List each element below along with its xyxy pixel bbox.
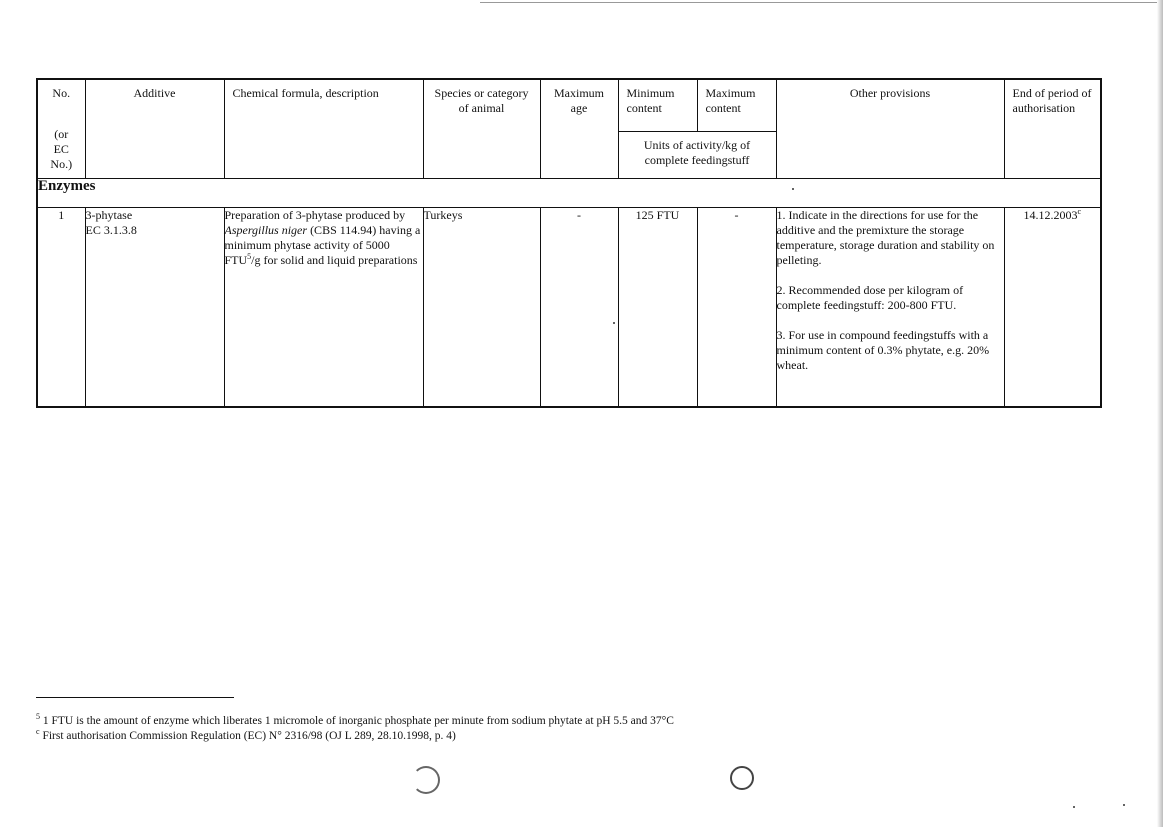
chem-text-1: Preparation of 3-phytase produced by bbox=[224, 208, 406, 222]
row-minimum-content: 125 FTU bbox=[618, 208, 697, 408]
provision-2: 2. Recommended dose per kilogram of complete feedingstuff: 200-800 FTU. bbox=[776, 283, 964, 312]
row-chemical-description bbox=[224, 208, 423, 408]
punch-hole-mark bbox=[730, 766, 754, 790]
additive-ec-number: EC 3.1.3.8 bbox=[85, 223, 137, 237]
end-date: 14.12.2003 bbox=[1023, 208, 1078, 222]
header-units-of-activity: Units of activity/kg of complete feedingstuff bbox=[618, 131, 776, 178]
row-maximum-content: - bbox=[697, 208, 776, 408]
header-no bbox=[37, 79, 85, 179]
scan-speck bbox=[1123, 804, 1125, 806]
row-no: 1 bbox=[37, 208, 85, 408]
header-minimum-content: Minimum content bbox=[618, 79, 697, 131]
scan-speck bbox=[613, 322, 615, 324]
header-ec-no-label: (or EC No.) bbox=[50, 127, 73, 171]
chem-organism-name: Aspergillus niger bbox=[224, 223, 308, 237]
footnote-ref-5: 5 bbox=[247, 252, 252, 261]
header-chemical-formula: Chemical formula, description bbox=[224, 79, 423, 179]
provision-1: 1. Indicate in the directions for use for the additive and the premixture the storage temperature, storage duration and stability on pelleting. bbox=[776, 208, 995, 267]
footnote-c bbox=[36, 729, 674, 744]
footnote-c-mark: c bbox=[36, 727, 40, 737]
header-maximum-age: Maximum age bbox=[540, 79, 618, 179]
scan-edge-shadow bbox=[1157, 0, 1163, 827]
chem-text-3: /g for solid and liquid preparations bbox=[251, 253, 418, 267]
header-additive: Additive bbox=[85, 79, 224, 179]
provision-3: 3. For use in compound feedingstuffs with a minimum content of 0.3% phytate, e.g. 20% wheat. bbox=[776, 328, 990, 372]
row-end-of-period bbox=[1004, 208, 1101, 408]
row-other-provisions bbox=[776, 208, 1004, 408]
section-heading-enzymes: Enzymes bbox=[37, 179, 1101, 208]
header-end-of-period: End of period of authorisation bbox=[1004, 79, 1101, 179]
header-other-provisions: Other provisions bbox=[776, 79, 1004, 179]
punch-hole-mark bbox=[412, 766, 440, 794]
row-maximum-age: - bbox=[540, 208, 618, 408]
footnote-c-text: First authorisation Commission Regulation (EC) N° 2316/98 (OJ L 289, 28.10.1998, p. 4) bbox=[39, 730, 456, 742]
additive-name: 3-phytase bbox=[85, 208, 133, 222]
scan-speck bbox=[792, 188, 794, 190]
footnotes bbox=[36, 714, 674, 744]
row-species: Turkeys bbox=[423, 208, 540, 408]
footnote-5-mark: 5 bbox=[36, 712, 40, 722]
footnote-separator bbox=[36, 697, 234, 698]
additive-authorisation-table bbox=[36, 78, 1102, 408]
scan-speck bbox=[1073, 806, 1075, 808]
chem-text-2: (CBS 114.94) having a minimum phytase activity of 5000 FTU bbox=[224, 223, 421, 267]
header-species: Species or category of animal bbox=[423, 79, 540, 179]
footnote-5-text: 1 FTU is the amount of enzyme which liberates 1 micromole of inorganic phosphate per minute from sodium phytate at pH 5.5 and 37°C bbox=[40, 715, 674, 727]
row-additive bbox=[85, 208, 224, 408]
header-no-label: No. bbox=[52, 86, 71, 100]
footnote-5 bbox=[36, 714, 674, 729]
footnote-ref-c: c bbox=[1077, 207, 1082, 216]
header-maximum-content: Maximum content bbox=[697, 79, 776, 131]
scan-artifact-line bbox=[480, 2, 1163, 3]
